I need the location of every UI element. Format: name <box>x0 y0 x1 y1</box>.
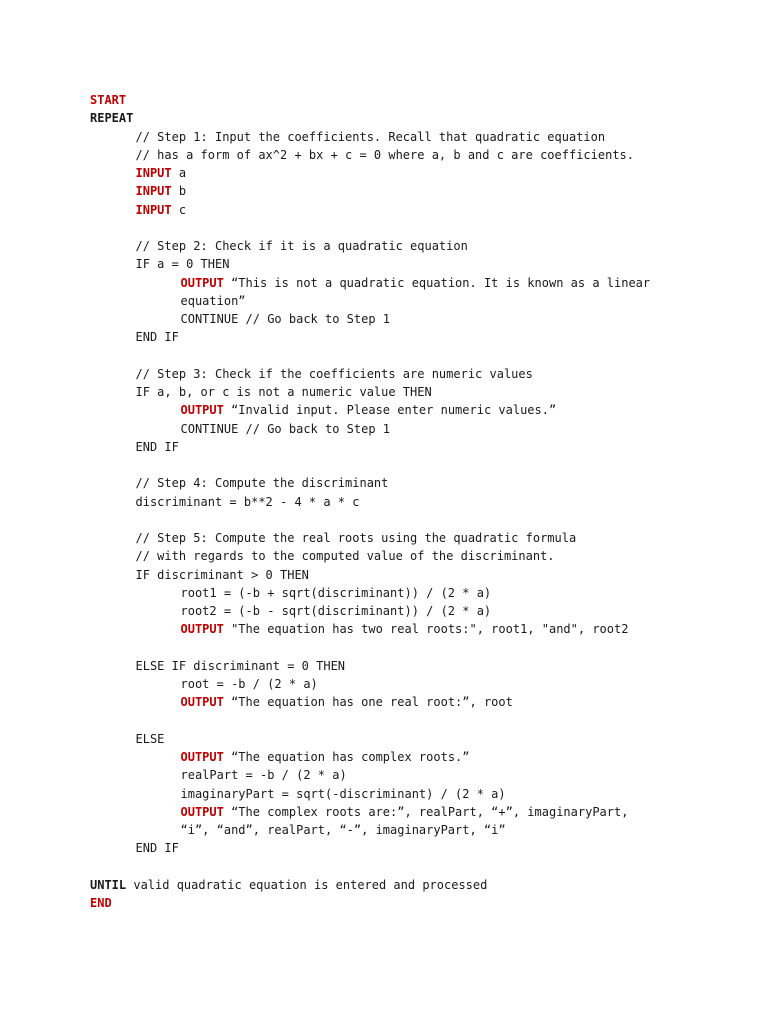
code-text: “i”, “and”, realPart, “-”, imaginaryPart, “i” <box>180 823 506 837</box>
code-line <box>90 876 760 894</box>
code-text: IF discriminant > 0 THEN <box>135 567 309 582</box>
code-text: CONTINUE // Go back to Step 1 <box>180 421 391 436</box>
code-line <box>90 420 760 438</box>
keyword: INPUT <box>135 166 172 180</box>
keyword: REPEAT <box>90 111 134 126</box>
code-line <box>90 785 760 803</box>
keyword: END <box>90 896 112 910</box>
code-text: root2 = (-b - sqrt(discriminant)) / (2 * a) <box>180 604 492 618</box>
code-line <box>90 766 760 784</box>
code-line <box>90 365 760 383</box>
blank-line <box>90 639 760 657</box>
code-text: “The complex roots are:”, realPart, “+”, imaginaryPart, <box>223 804 629 819</box>
code-line <box>90 182 760 200</box>
code-line <box>90 566 760 584</box>
code-text: // has a form of ax^2 + bx + c = 0 where a, b and c are coefficients. <box>135 147 634 162</box>
keyword: OUTPUT <box>180 403 224 418</box>
code-line <box>90 821 760 839</box>
keyword: OUTPUT <box>180 622 224 637</box>
code-text: “The equation has one real root:”, root <box>223 695 513 710</box>
code-text: discriminant = b**2 - 4 * a * c <box>135 494 360 509</box>
code-line <box>90 109 760 127</box>
code-text: root1 = (-b + sqrt(discriminant)) / (2 * a) <box>180 585 492 600</box>
code-line <box>90 274 760 292</box>
code-line <box>90 310 760 328</box>
code-text: imaginaryPart = sqrt(-discriminant) / (2 * a) <box>180 786 506 801</box>
code-line <box>90 474 760 492</box>
code-text: // with regards to the computed value of the discriminant. <box>135 549 555 564</box>
code-line <box>90 730 760 748</box>
code-line <box>90 91 760 109</box>
code-text: END IF <box>135 330 179 345</box>
blank-line <box>90 219 760 237</box>
code-line <box>90 164 760 182</box>
code-line <box>90 584 760 602</box>
blank-line <box>90 456 760 474</box>
keyword: INPUT <box>135 184 172 199</box>
code-line <box>90 328 760 346</box>
code-text: "The equation has two real roots:", root1, "and", root2 <box>223 622 629 637</box>
code-text: END IF <box>135 439 179 454</box>
code-line <box>90 602 760 620</box>
code-line <box>90 547 760 565</box>
code-line <box>90 146 760 164</box>
code-text: “This is not a quadratic equation. It is known as a linear <box>223 275 651 290</box>
code-text: “The equation has complex roots.” <box>223 750 470 764</box>
code-text: IF a = 0 THEN <box>135 257 230 272</box>
keyword: OUTPUT <box>180 695 224 710</box>
code-text: // Step 2: Check if it is a quadratic equation <box>135 239 468 253</box>
code-line <box>90 493 760 511</box>
code-line <box>90 657 760 675</box>
code-line <box>90 894 760 912</box>
code-text: CONTINUE // Go back to Step 1 <box>180 312 391 326</box>
code-line <box>90 128 760 146</box>
code-line <box>90 401 760 419</box>
code-text: valid quadratic equation is entered and processed <box>126 877 488 892</box>
code-text: root = -b / (2 * a) <box>180 677 318 691</box>
keyword: OUTPUT <box>180 804 224 819</box>
code-line <box>90 201 760 219</box>
code-line <box>90 383 760 401</box>
code-line <box>90 438 760 456</box>
keyword: INPUT <box>135 202 172 217</box>
pseudocode-document <box>90 91 760 912</box>
code-text: c <box>171 202 187 217</box>
code-line <box>90 529 760 547</box>
blank-line <box>90 712 760 730</box>
code-line <box>90 675 760 693</box>
blank-line <box>90 347 760 365</box>
code-line <box>90 803 760 821</box>
code-text: // Step 4: Compute the discriminant <box>135 476 389 491</box>
code-text: ELSE <box>135 731 165 746</box>
keyword: OUTPUT <box>180 275 224 290</box>
code-text: // Step 5: Compute the real roots using the quadratic formula <box>135 531 577 545</box>
code-line <box>90 693 760 711</box>
keyword: START <box>90 93 127 107</box>
code-text: b <box>171 184 187 199</box>
code-text: ELSE IF discriminant = 0 THEN <box>135 658 346 673</box>
keyword: OUTPUT <box>180 750 224 764</box>
code-text: realPart = -b / (2 * a) <box>180 768 347 783</box>
code-line <box>90 748 760 766</box>
code-text: // Step 3: Check if the coefficients are numeric values <box>135 366 533 381</box>
code-text: IF a, b, or c is not a numeric value THEN <box>135 385 432 399</box>
blank-line <box>90 511 760 529</box>
code-text: equation” <box>180 293 246 308</box>
code-text: // Step 1: Input the coefficients. Recall that quadratic equation <box>135 129 606 144</box>
code-line <box>90 237 760 255</box>
code-text: END IF <box>135 841 179 856</box>
blank-line <box>90 858 760 876</box>
code-line <box>90 292 760 310</box>
code-text: a <box>171 166 187 180</box>
code-line <box>90 255 760 273</box>
code-line <box>90 839 760 857</box>
code-text: “Invalid input. Please enter numeric values.” <box>223 403 557 418</box>
code-line <box>90 620 760 638</box>
keyword: UNTIL <box>90 877 127 892</box>
